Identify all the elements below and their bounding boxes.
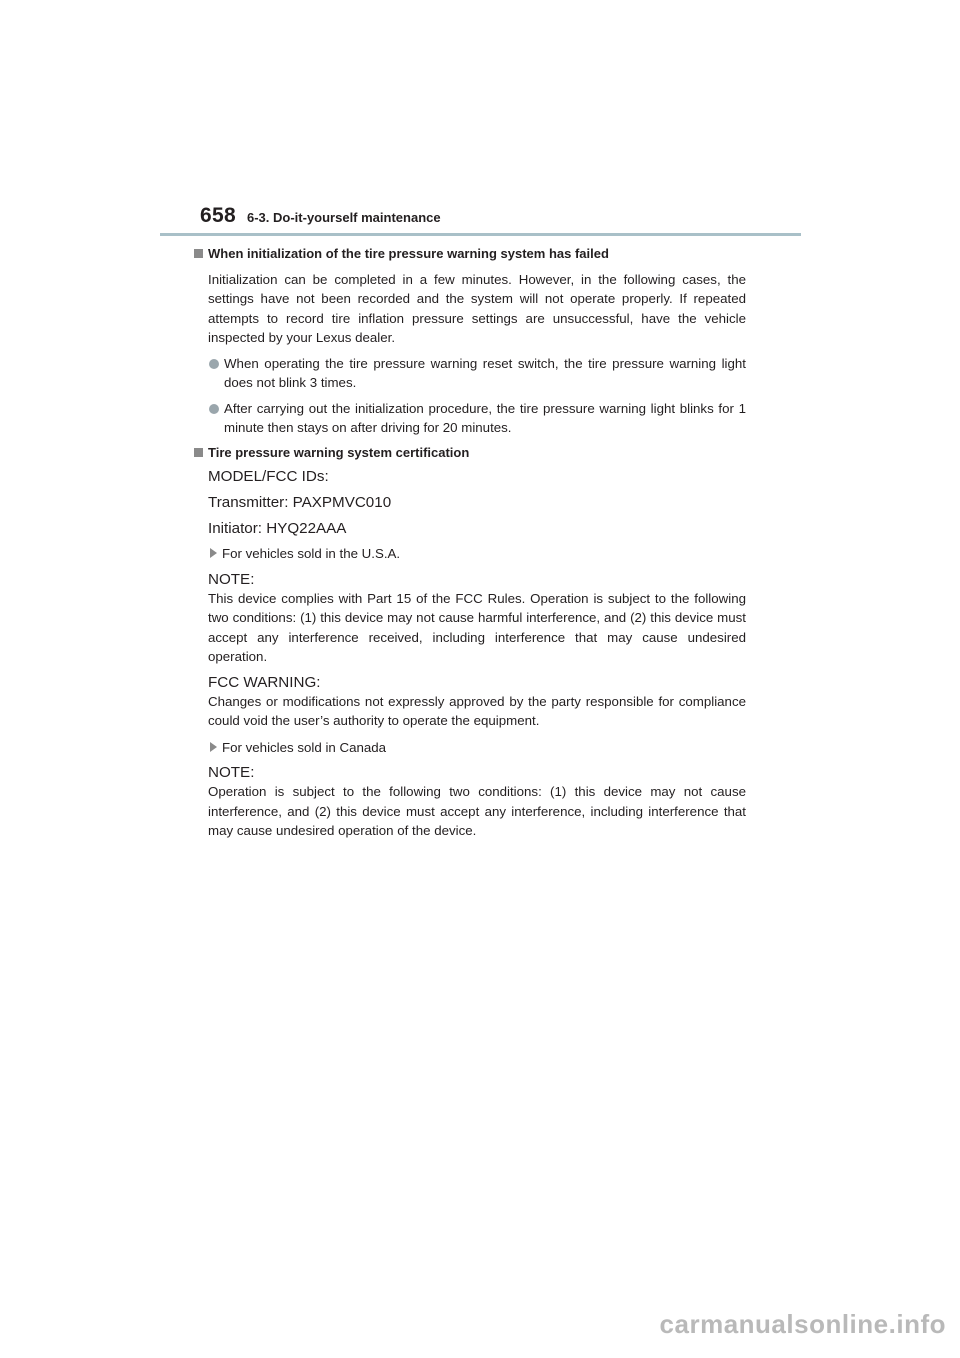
- triangle-arrow-icon: [210, 548, 217, 558]
- page-number: 658: [200, 204, 236, 227]
- transmitter-id: Transmitter: PAXPMVC010: [208, 494, 392, 511]
- usa-note-heading: NOTE:: [208, 570, 255, 588]
- circle-bullet-icon: [209, 359, 219, 369]
- page-content: [208, 244, 746, 841]
- watermark: carmanualsonline.info: [659, 1309, 946, 1339]
- model-ids-label: MODEL/FCC IDs:: [208, 468, 329, 485]
- canada-subheading: For vehicles sold in Canada: [208, 738, 746, 758]
- triangle-arrow-icon: [210, 742, 217, 752]
- section-heading-certification: Tire pressure warning system certification: [194, 443, 746, 463]
- square-bullet-icon: [194, 448, 203, 457]
- page-header: [200, 204, 800, 230]
- initialization-paragraph: Initialization can be completed in a few minutes. However, in the following cases, the settings have not been recorded and the system will not operate properly. If repeated attempts to record tire inflation pressure settings are unsuccessful, have the vehicle inspected by your Lexus dealer.: [208, 271, 746, 345]
- canada-note-heading: NOTE:: [208, 764, 255, 781]
- chapter-title: 6-3. Do-it-yourself maintenance: [247, 210, 441, 225]
- usa-subheading: For vehicles sold in the U.S.A.: [208, 544, 746, 564]
- initiator-id: Initiator: HYQ22AAA: [208, 520, 347, 537]
- section-heading-initialization-failed: When initialization of the tire pressure warning system has failed: [194, 244, 746, 264]
- fcc-warning-text: Changes or modifications not expressly approved by the party responsible for compliance could void the user’s authority to operate the equipment.: [208, 693, 746, 728]
- header-rule: [160, 233, 801, 236]
- square-bullet-icon: [194, 249, 203, 258]
- usa-note-text: This device complies with Part 15 of the FCC Rules. Operation is subject to the following two conditions: (1) this device may not cause harmful interference, and (2) this device must accept any interference received, including interference that may cause undesired operation.: [208, 590, 746, 664]
- canada-note-text: Operation is subject to the following two conditions: (1) this device may not cause interference, and (2) this device must accept any interference, including interference that may cause undesired operation of the device.: [208, 784, 746, 838]
- list-item: After carrying out the initialization procedure, the tire pressure warning light blinks for 1 minute then stays on after driving for 20 minutes.: [208, 399, 746, 438]
- circle-bullet-icon: [209, 404, 219, 414]
- fcc-warning-heading: FCC WARNING:: [208, 673, 321, 691]
- list-item: When operating the tire pressure warning reset switch, the tire pressure warning light does not blink 3 times.: [208, 354, 746, 393]
